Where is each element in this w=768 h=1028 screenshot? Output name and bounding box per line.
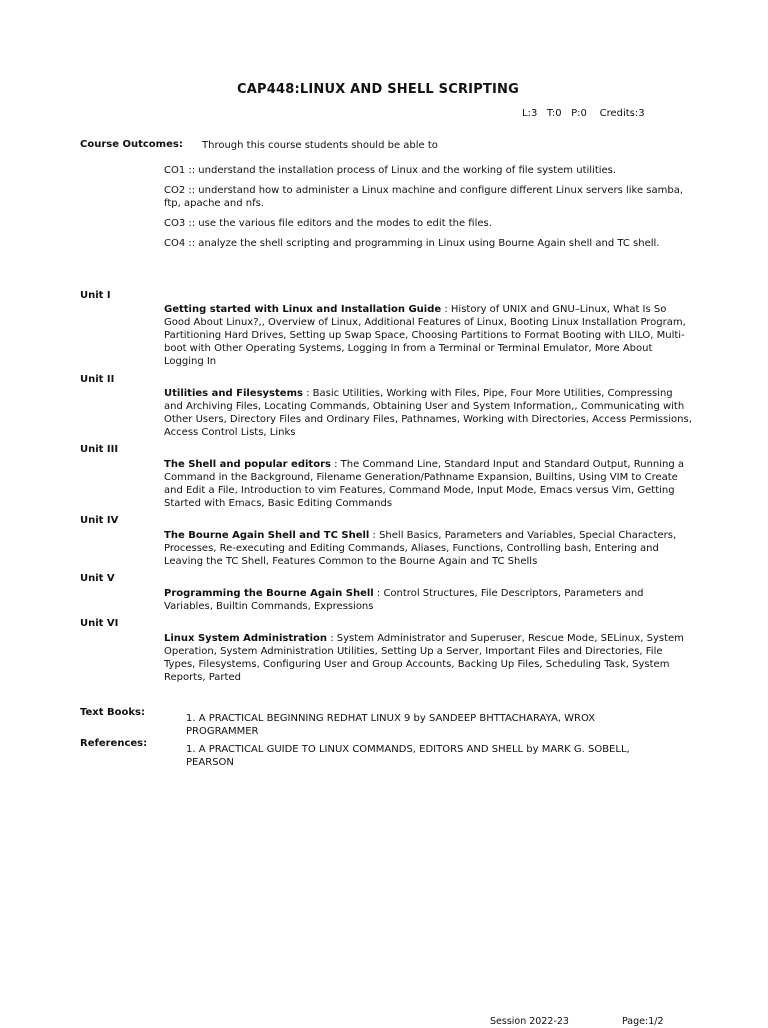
course-outcomes-label: Course Outcomes: bbox=[80, 139, 183, 150]
course-outcome-3: CO3 :: use the various file editors and the modes to edit the files. bbox=[164, 218, 492, 229]
unit-6-heading: Linux System Administration bbox=[164, 633, 328, 644]
unit-3-heading: The Shell and popular editors bbox=[164, 459, 331, 470]
text-book-1: 1. A PRACTICAL BEGINNING REDHAT LINUX 9 by SANDEEP BHTTACHARAYA, WROX PROGRAMMER bbox=[186, 713, 596, 737]
course-outcome-2: CO2 :: understand how to administer a Linux machine and configure different Linux servers like samba, ftp, apache and nfs. bbox=[164, 185, 684, 209]
unit-2-label: Unit II bbox=[80, 374, 115, 385]
references-label: References: bbox=[80, 738, 148, 749]
course-outcomes-list bbox=[164, 164, 684, 257]
footer-page: Page:1/2 bbox=[622, 1016, 664, 1027]
unit-5-label: Unit V bbox=[80, 573, 115, 584]
unit-1-content: : History of UNIX and GNU–Linux, What Is So Good About Linux?,, Overview of Linux, Additional Features of Linux, Booting Linux Installation Program, Partitioning Hard Drives, Setting up Swap Space, Choosing Partitions to Format Booting with LILO, Multi-boot with Other Operating Systems, Logging In from a Terminal or Terminal Emulator, More About Logging In bbox=[164, 304, 686, 367]
unit-3-content: : The Command Line, Standard Input and Standard Output, Running a Command in the Background, Filename Generation/Pathname Expansion, Builtins, Using VIM to Create and Edit a File, Introduction to vim Features, Command Mode, Input Mode, Emacs versus Vim, Getting Started with Emacs, Basic Editing Commands bbox=[164, 459, 685, 509]
reference-1: 1. A PRACTICAL GUIDE TO LINUX COMMANDS, EDITORS AND SHELL by MARK G. SOBELL, PEARSON bbox=[186, 744, 630, 768]
unit-6-content: : System Administrator and Superuser, Rescue Mode, SELinux, System Operation, System Administration Utilities, Setting Up a Server, Important Files and Directories, File Types, Filesystems, Configuring User and Group Accounts, Backing Up Files, Scheduling Task, System Reports, Parted bbox=[164, 633, 684, 683]
course-outcome-4: CO4 :: analyze the shell scripting and programming in Linux using Bourne Again shell and TC shell. bbox=[164, 238, 660, 249]
unit-4-label: Unit IV bbox=[80, 515, 119, 526]
unit-1-body bbox=[164, 303, 692, 368]
course-title: CAP448:LINUX AND SHELL SCRIPTING bbox=[237, 82, 519, 97]
unit-1-label: Unit I bbox=[80, 290, 111, 301]
unit-4-body bbox=[164, 529, 692, 568]
course-outcome-1: CO1 :: understand the installation process of Linux and the working of file system utilities. bbox=[164, 165, 617, 176]
course-outcomes-intro: Through this course students should be able to bbox=[202, 140, 438, 151]
unit-2-content: : Basic Utilities, Working with Files, Pipe, Four More Utilities, Compressing and Archiving Files, Locating Commands, Obtaining User and System Information,, Communicating with Other Users, Directory Files and Ordinary Files, Pathnames, Working with Directories, Access Permissions, Access Control Lists, Links bbox=[164, 388, 692, 438]
unit-2-heading: Utilities and Filesystems bbox=[164, 388, 303, 399]
unit-3-label: Unit III bbox=[80, 444, 119, 455]
unit-6-body bbox=[164, 632, 692, 684]
unit-5-content: : Control Structures, File Descriptors, Parameters and Variables, Builtin Commands, Expressions bbox=[164, 588, 644, 612]
unit-4-heading: The Bourne Again Shell and TC Shell bbox=[164, 530, 370, 541]
unit-4-content: : Shell Basics, Parameters and Variables, Special Characters, Processes, Re-executing and Editing Commands, Aliases, Functions, Controlling bash, Entering and Leaving the TC Shell, Features Common to the Bourne Again and TC Shells bbox=[164, 530, 677, 567]
text-books-label: Text Books: bbox=[80, 707, 145, 718]
ltp-credits: L:3 T:0 P:0 Credits:3 bbox=[522, 108, 645, 119]
unit-3-body bbox=[164, 458, 692, 510]
footer-session: Session 2022-23 bbox=[490, 1016, 569, 1027]
unit-6-label: Unit VI bbox=[80, 618, 119, 629]
unit-2-body bbox=[164, 387, 692, 439]
unit-5-body bbox=[164, 587, 692, 613]
unit-5-heading: Programming the Bourne Again Shell bbox=[164, 588, 374, 599]
unit-1-heading: Getting started with Linux and Installation Guide bbox=[164, 304, 442, 315]
